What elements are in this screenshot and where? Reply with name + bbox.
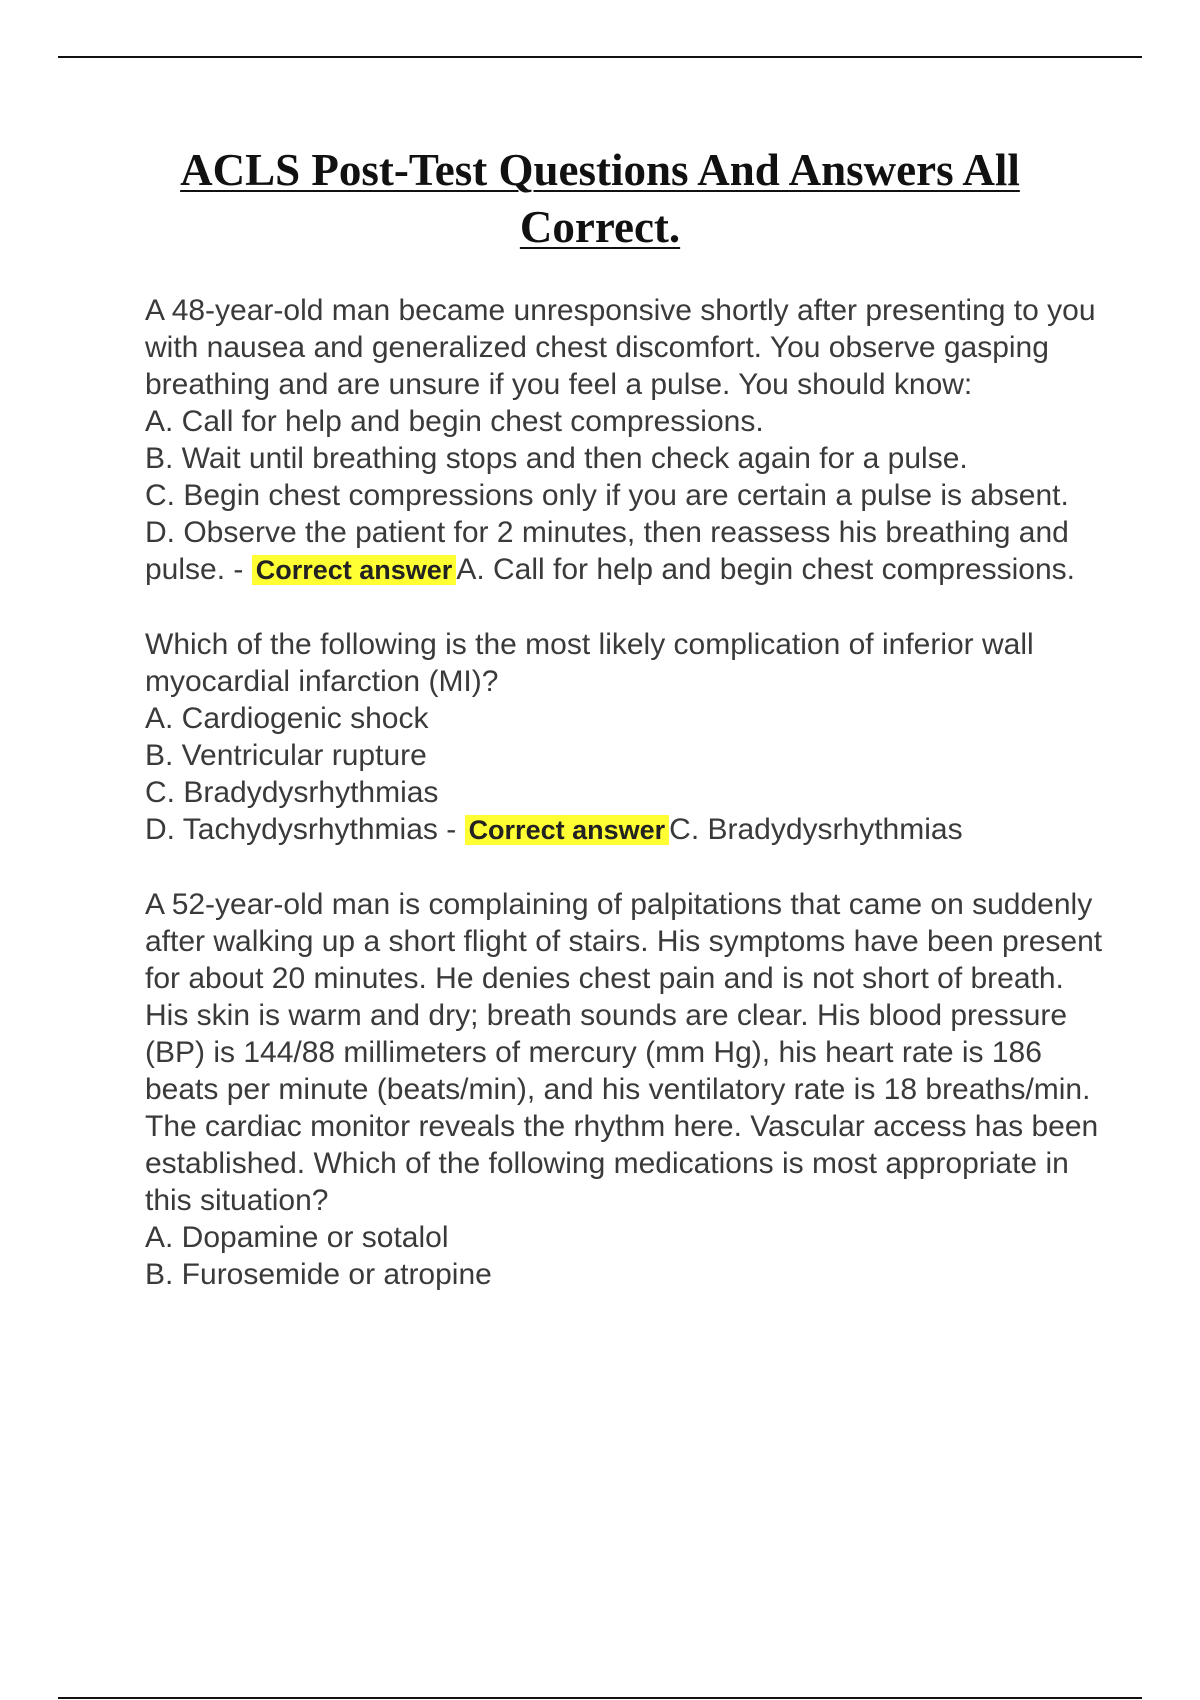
option-d: D. Tachydysrhythmias - xyxy=(145,813,457,846)
correct-answer: A. Call for help and begin chest compressions. xyxy=(456,553,1075,586)
option-c: C. Bradydysrhythmias xyxy=(145,776,439,809)
option-b: B. Wait until breathing stops and then check again for a pulse. xyxy=(145,442,968,475)
question-stem: A 48-year-old man became unresponsive shortly after presenting to you with nausea and generalized chest discomfort. You observe gasping breathing and are unsure if you feel a pulse. You should know: xyxy=(145,294,1096,401)
option-a: A. Dopamine or sotalol xyxy=(145,1221,449,1254)
page-title: ACLS Post-Test Questions And Answers All Correct. xyxy=(180,145,1020,252)
option-d: D. Observe the patient for 2 minutes, then reassess his breathing and pulse. - xyxy=(145,516,1069,586)
correct-answer-label: Correct answer xyxy=(252,555,457,585)
option-d-with-answer xyxy=(145,811,1105,849)
option-b: B. Furosemide or atropine xyxy=(145,1258,492,1291)
option-a: A. Cardiogenic shock xyxy=(145,702,429,735)
document-body xyxy=(145,292,1105,1330)
correct-answer-label: Correct answer xyxy=(465,815,670,845)
top-rule xyxy=(58,56,1142,58)
question-2 xyxy=(145,626,1105,849)
option-c: C. Begin chest compressions only if you are certain a pulse is absent. xyxy=(145,479,1069,512)
question-3 xyxy=(145,886,1105,1293)
option-a: A. Call for help and begin chest compressions. xyxy=(145,405,764,438)
question-stem: A 52-year-old man is complaining of palpitations that came on suddenly after walking up a short flight of stairs. His symptoms have been present for about 20 minutes. He denies chest pain and is not short of breath. His skin is warm and dry; breath sounds are clear. His blood pressure (BP) is 144/88 millimeters of mercury (mm Hg), his heart rate is 186 beats per minute (beats/min), and his ventilatory rate is 18 breaths/min. The cardiac monitor reveals the rhythm here. Vascular access has been established. Which of the following medications is most appropriate in this situation? xyxy=(145,888,1103,1217)
correct-answer: C. Bradydysrhythmias xyxy=(669,813,963,846)
question-stem: Which of the following is the most likely complication of inferior wall myocardial infarction (MI)? xyxy=(145,628,1034,698)
question-1 xyxy=(145,292,1105,589)
bottom-rule xyxy=(58,1697,1142,1699)
option-d-with-answer xyxy=(145,514,1105,589)
option-b: B. Ventricular rupture xyxy=(145,739,427,772)
